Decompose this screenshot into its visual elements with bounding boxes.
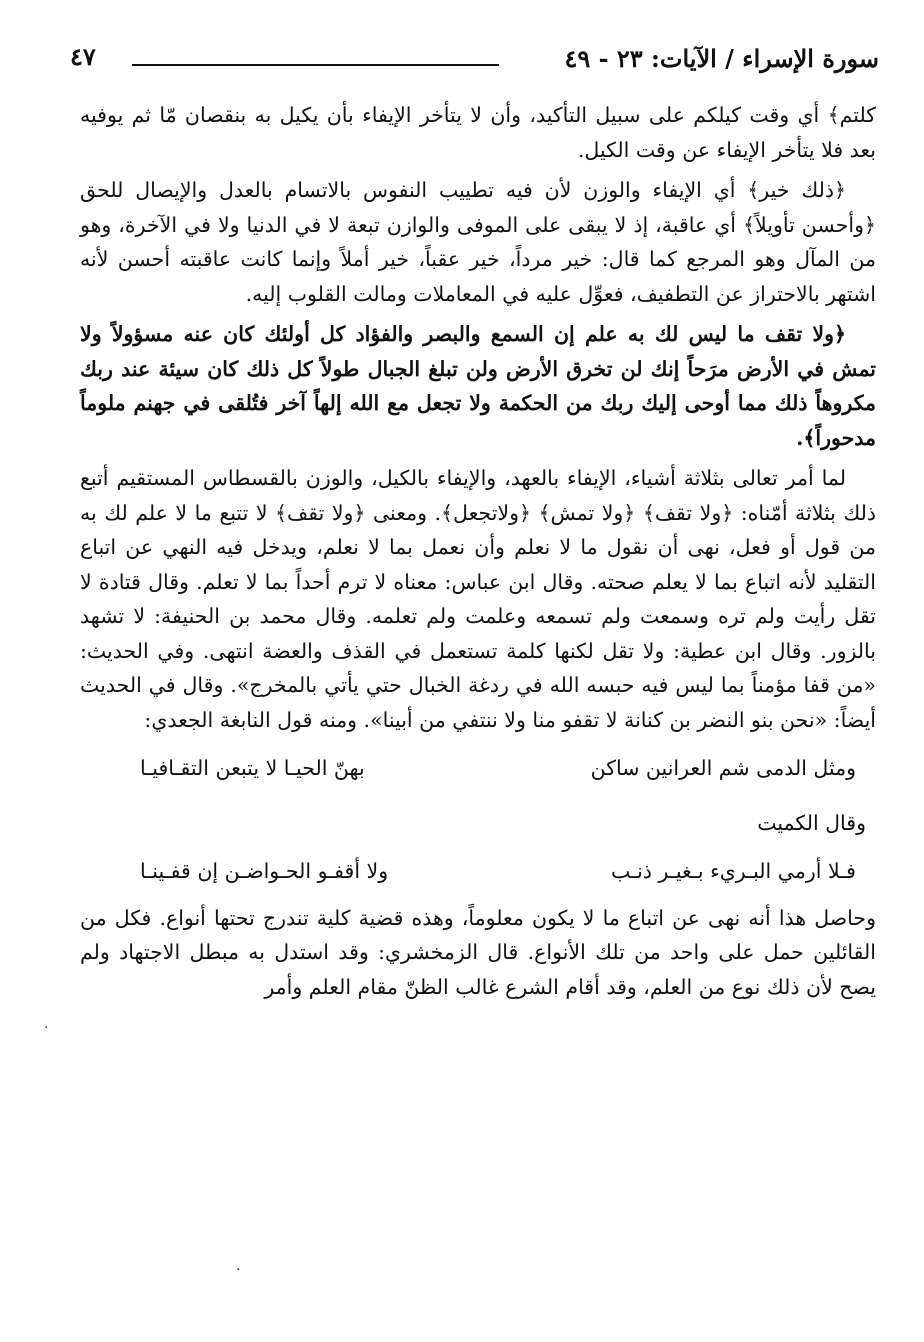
header-rule [132,64,499,66]
header-title: سورة الإسراء / الآيات: ٢٣ - ٤٩ [564,44,879,73]
scan-speck: · [236,1262,241,1278]
verse-2-first-hemistich: فـلا أرمي البـريء بـغيـر ذنـب [611,859,856,883]
paragraph-tafsir: لما أمر تعالى بثلاثة أشياء، الإيفاء بالعهد، والإيفاء بالكيل، والوزن بالقسطاس المستقيم أتبع ذلك بثلاثة أمّناه: ﴿ولا تقف﴾ ﴿ولا تمش﴾ ﴿ولاتجعل﴾. ومعنى ﴿ولا تقف﴾ لا تتبع ما لا علم لك به من قول أو فعل، نهى أن نقول ما لا نعلم وأن نعمل بما لا نعلم، ويدخل فيه النهي عن اتباع التقليد لأنه اتباع بما لا يعلم صحته. وقال ابن عباس: معناه لا ترم أحداً بما لا تعلم. وقال قتادة لا تقل رأيت ولم تره وسمعت ولم تسمعه وعلمت ولم تعلمه. وقال محمد بن الحنيفة: لا تشهد بالزور. وقال ابن عطية: ولا تقل لكنها كلمة تستعمل في القذف والعضة انتهى. وفي الحديث: «من قفا مؤمناً بما ليس فيه حبسه الله في ردغة الخبال حتي يأتي بالمخرج». وقال في الحديث أيضاً: «نحن بنو النضر بن كنانة لا تقفو منا ولا ننتفي من أبينا». ومنه قول النابغة الجعدي: [80,466,876,732]
poem-intro: وقال الكميت [757,810,866,835]
verse-1-first-hemistich: ومثل الدمى شم العرانين ساكن [590,756,856,780]
body-text [80,98,876,1010]
poem-verse-2 [80,854,876,889]
paragraph-continuation: كلتم﴾ أي وقت كيلكم على سبيل التأكيد، وأن لا يتأخر الإيفاء بأن يكيل به بنقصان مّا ثم يوفيه بعد فلا يتأخر الإيفاء عن وقت الكيل. [80,103,876,162]
verse-2-second-hemistich: ولا أقفـو الحـواضـن إن قفـينـا [140,859,389,883]
poem-verse-1 [80,751,876,786]
quran-verse-block: ﴿ولا تقف ما ليس لك به علم إن السمع والبصر والفؤاد كل أولئك كان عنه مسؤولاً ولا تمش في الأرض مرَحاً إنك لن تخرق الأرض ولن تبلغ الجبال طولاً كل ذلك كان سيئة عند ربك مكروهاً ذلك مما أوحى إليك ربك من الحكمة ولا تجعل مع الله إلهاً آخر فتُلقى في جهنم ملوماً مدحوراً﴾. [80,322,876,450]
running-header [70,40,879,80]
paragraph-commentary: ﴿ذلك خير﴾ أي الإيفاء والوزن لأن فيه تطييب النفوس بالاتسام بالعدل والإيصال للحق ﴿وأحسن تأويلاً﴾ أي عاقبة، إذ لا يبقى على الموفى والوازن تبعة لا في الدنيا ولا في الآخرة، وهو من المآل وهو المرجع كما قال: خير مرداً، خير عقباً، خير أملاً وإنما كانت عاقبته أحسن لأنه اشتهر بالاحتراز عن التطفيف، فعوِّل عليه في المعاملات ومالت القلوب إليه. [80,178,876,306]
paragraph-closing: وحاصل هذا أنه نهى عن اتباع ما لا يكون معلوماً، وهذه قضية كلية تندرج تحتها أنواع. فكل من القائلين حمل على واحد من تلك الأنواع. قال الزمخشري: وقد استدل به مبطل الاجتهاد ولم يصح لأن ذلك نوع من العلم، وقد أقام الشرع غالب الظنّ مقام العلم وأمر [80,905,876,999]
scan-speck: · [44,1020,49,1036]
page-number: ٤٧ [70,42,96,71]
verse-1-second-hemistich: بهنّ الحيـا لا يتبعن التقـافيـا [140,756,365,780]
